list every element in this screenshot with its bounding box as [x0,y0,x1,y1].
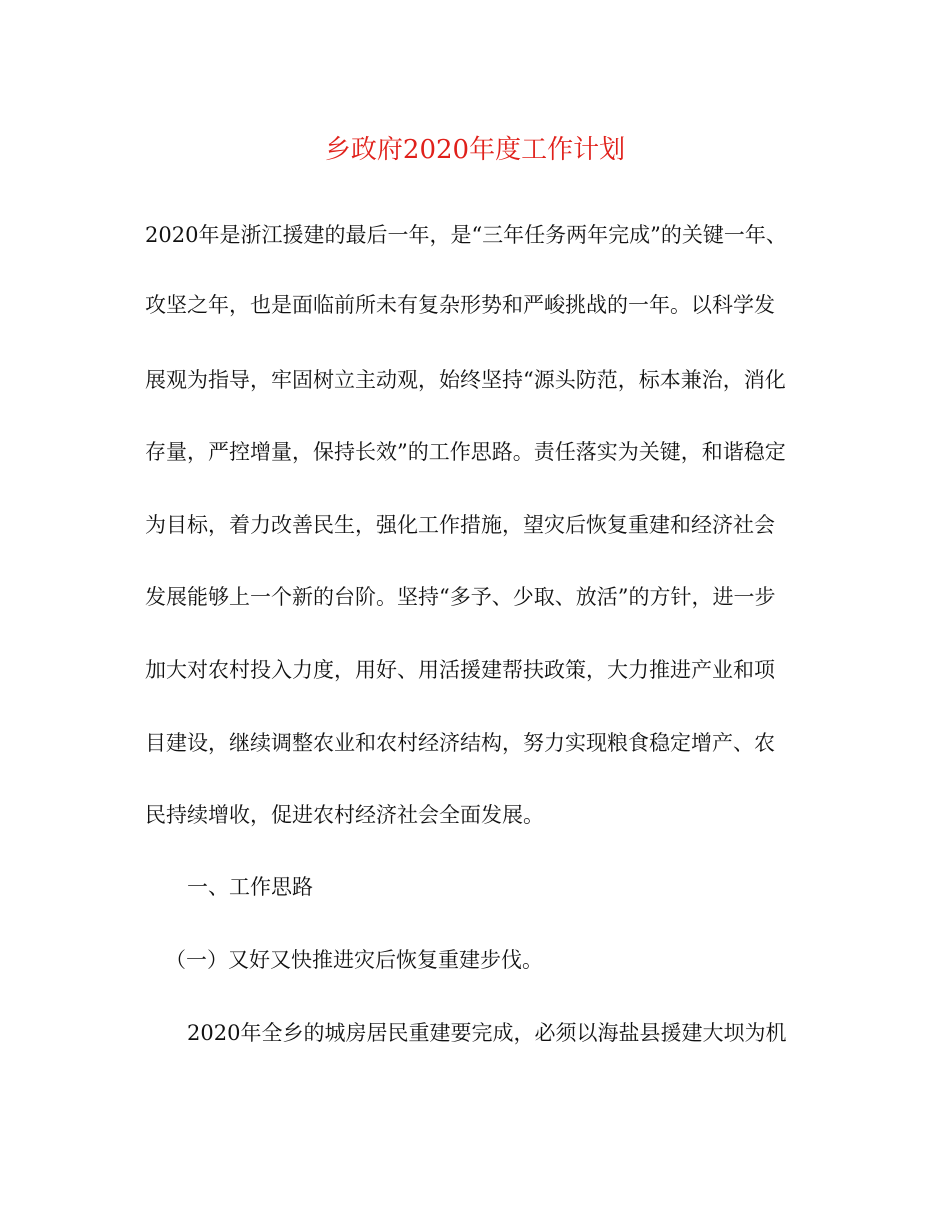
paragraph-line: 存量，严控增量，保持长效”的工作思路。责任落实为关键，和谐稳定 [145,440,786,464]
subsection-heading: （一）又好又快推进灾后恢复重建步伐。 [165,948,543,972]
paragraph-line: 2020年是浙江援建的最后一年，是“三年任务两年完成”的关键一年、 [145,223,787,247]
paragraph-line: 展观为指导，牢固树立主动观，始终坚持“源头防范，标本兼治，消化 [145,368,786,392]
paragraph-line: 2020年全乡的城房居民重建要完成，必须以海盐县援建大坝为机 [187,1021,787,1045]
paragraph-line: 民持续增收，促进农村经济社会全面发展。 [145,803,544,827]
document-title: 乡政府2020年度工作计划 [324,135,626,165]
paragraph-line: 攻坚之年，也是面临前所未有复杂形势和严峻挑战的一年。以科学发 [145,293,775,317]
paragraph-line: 目建设，继续调整农业和农村经济结构，努力实现粮食稳定增产、农 [145,731,775,755]
paragraph-line: 发展能够上一个新的台阶。坚持“多予、少取、放活”的方针，进一步 [145,585,776,609]
paragraph-line: 加大对农村投入力度，用好、用活援建帮扶政策，大力推进产业和项 [145,658,775,682]
paragraph-line: 为目标，着力改善民生，强化工作措施，望灾后恢复重建和经济社会 [145,513,775,537]
section-heading: 一、工作思路 [187,875,313,899]
